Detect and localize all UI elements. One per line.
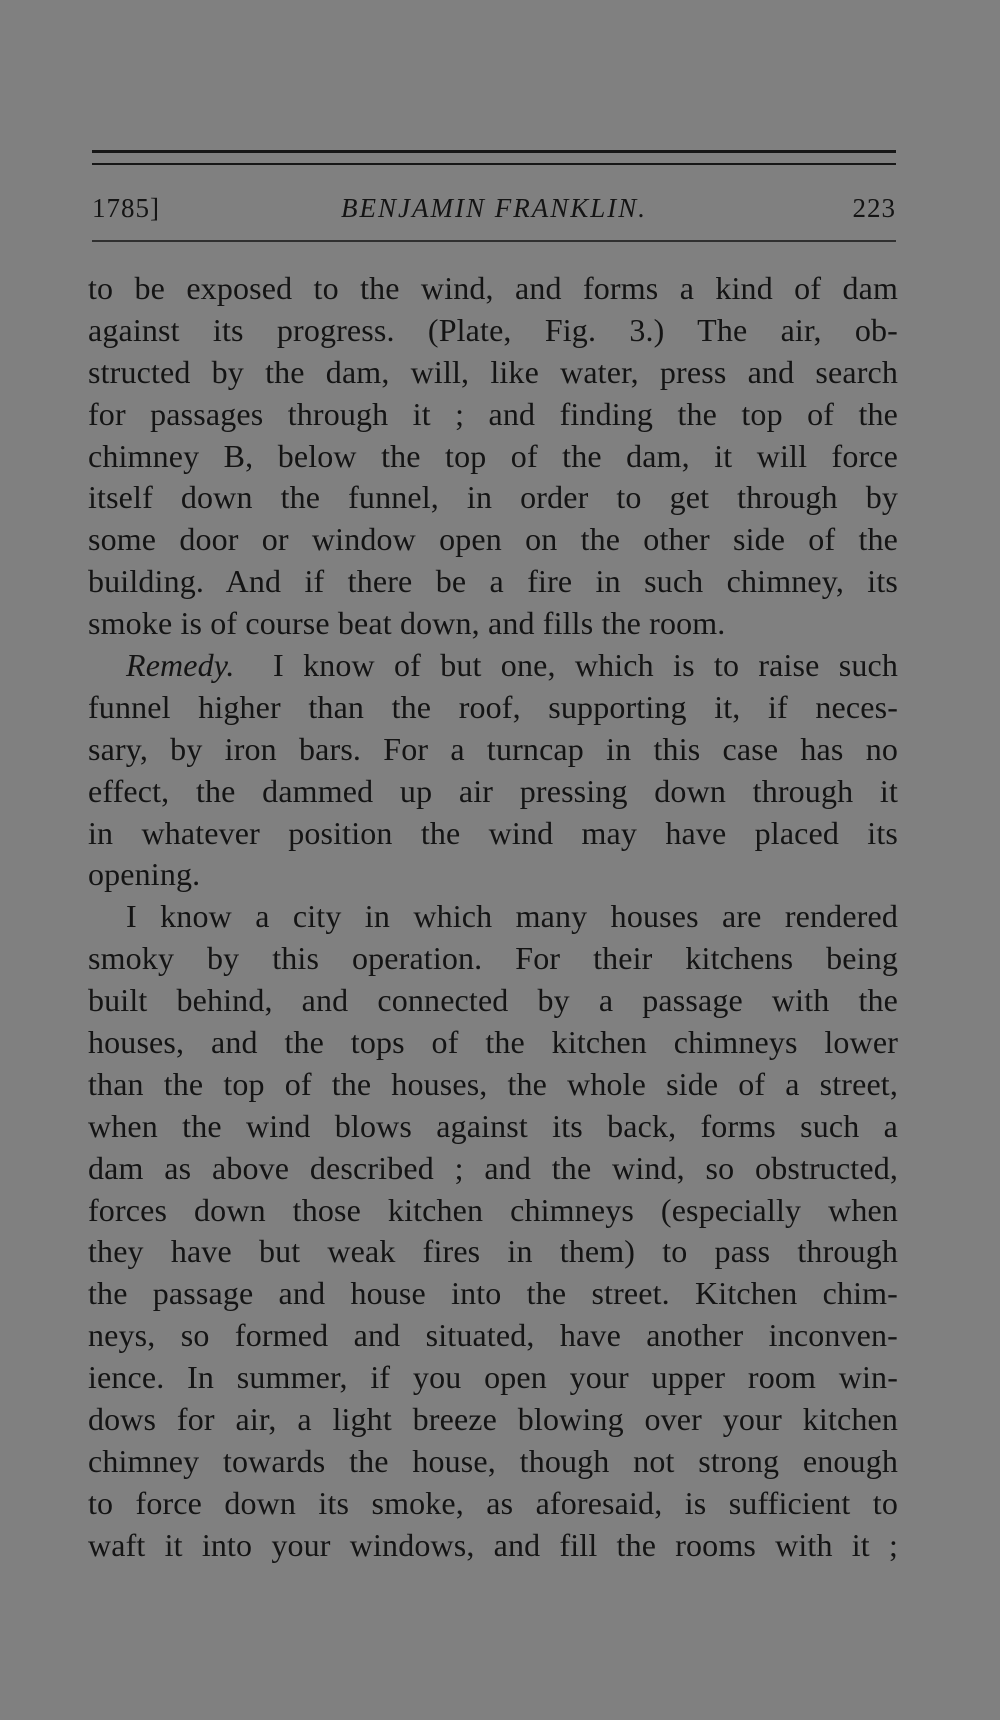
running-head-title: BENJAMIN FRANKLIN. bbox=[341, 193, 647, 223]
text-line: some door or window open on the other side of the bbox=[88, 521, 898, 558]
text-line: chimney B, below the top of the dam, it will force bbox=[88, 437, 898, 474]
text-line: when the wind blows against its back, forms such a bbox=[88, 1107, 898, 1144]
text-line: against its progress. (Plate, Fig. 3.) The air, ob- bbox=[88, 311, 898, 348]
top-rule-thick bbox=[92, 150, 896, 153]
text-line: effect, the dammed up air pressing down through it bbox=[88, 772, 898, 809]
text-line: smoke is of course beat down, and fills the room. bbox=[88, 605, 726, 642]
text-line: dam as above described ; and the wind, so obstructed, bbox=[88, 1149, 898, 1186]
top-rule-thin bbox=[92, 163, 896, 165]
text-line: waft it into your windows, and fill the rooms with it ; bbox=[88, 1526, 898, 1563]
remedy-heading: Remedy. bbox=[126, 647, 235, 684]
text-line: itself down the funnel, in order to get through by bbox=[88, 479, 898, 516]
text-line: funnel higher than the roof, supporting it, if neces- bbox=[88, 688, 898, 725]
paragraph-continuation bbox=[88, 268, 898, 645]
text-line: for passages through it ; and finding the top of the bbox=[88, 395, 898, 432]
paragraph-city bbox=[88, 896, 898, 1566]
text-line: sary, by iron bars. For a turncap in this case has no bbox=[88, 730, 898, 767]
running-head bbox=[92, 188, 896, 228]
text-line: opening. bbox=[88, 856, 201, 893]
text-line: I know a city in which many houses are rendered bbox=[126, 898, 898, 935]
text-line: they have but weak fires in them) to pass through bbox=[88, 1233, 898, 1270]
text-line: building. And if there be a fire in such chimney, its bbox=[88, 563, 898, 600]
text-line: dows for air, a light breeze blowing over your kitchen bbox=[88, 1401, 898, 1438]
text-line: houses, and the tops of the kitchen chimneys lower bbox=[88, 1024, 898, 1061]
text-line: to force down its smoke, as aforesaid, is sufficient to bbox=[88, 1484, 898, 1521]
body-text bbox=[88, 268, 898, 1567]
text-line: ience. In summer, if you open your upper room win- bbox=[88, 1359, 898, 1396]
running-head-year: 1785] bbox=[92, 193, 160, 223]
text-line: smoky by this operation. For their kitchens being bbox=[88, 940, 898, 977]
text-line bbox=[88, 645, 898, 687]
header-underline-rule bbox=[92, 240, 896, 242]
text-line: the passage and house into the street. Kitchen chim- bbox=[88, 1275, 898, 1312]
text-line: neys, so formed and situated, have another inconven- bbox=[88, 1317, 898, 1354]
text-line: built behind, and connected by a passage with the bbox=[88, 982, 898, 1019]
text-span: I know of but one, which is to raise such bbox=[273, 647, 898, 684]
paragraph-remedy bbox=[88, 645, 898, 896]
text-line: to be exposed to the wind, and forms a kind of dam bbox=[88, 270, 898, 306]
text-line: than the top of the houses, the whole side of a street, bbox=[88, 1065, 898, 1102]
page-number: 223 bbox=[852, 193, 896, 223]
text-line: forces down those kitchen chimneys (especially when bbox=[88, 1191, 898, 1228]
text-line: in whatever position the wind may have placed its bbox=[88, 814, 898, 851]
text-line: structed by the dam, will, like water, press and search bbox=[88, 353, 898, 390]
text-line: chimney towards the house, though not strong enough bbox=[88, 1442, 898, 1479]
